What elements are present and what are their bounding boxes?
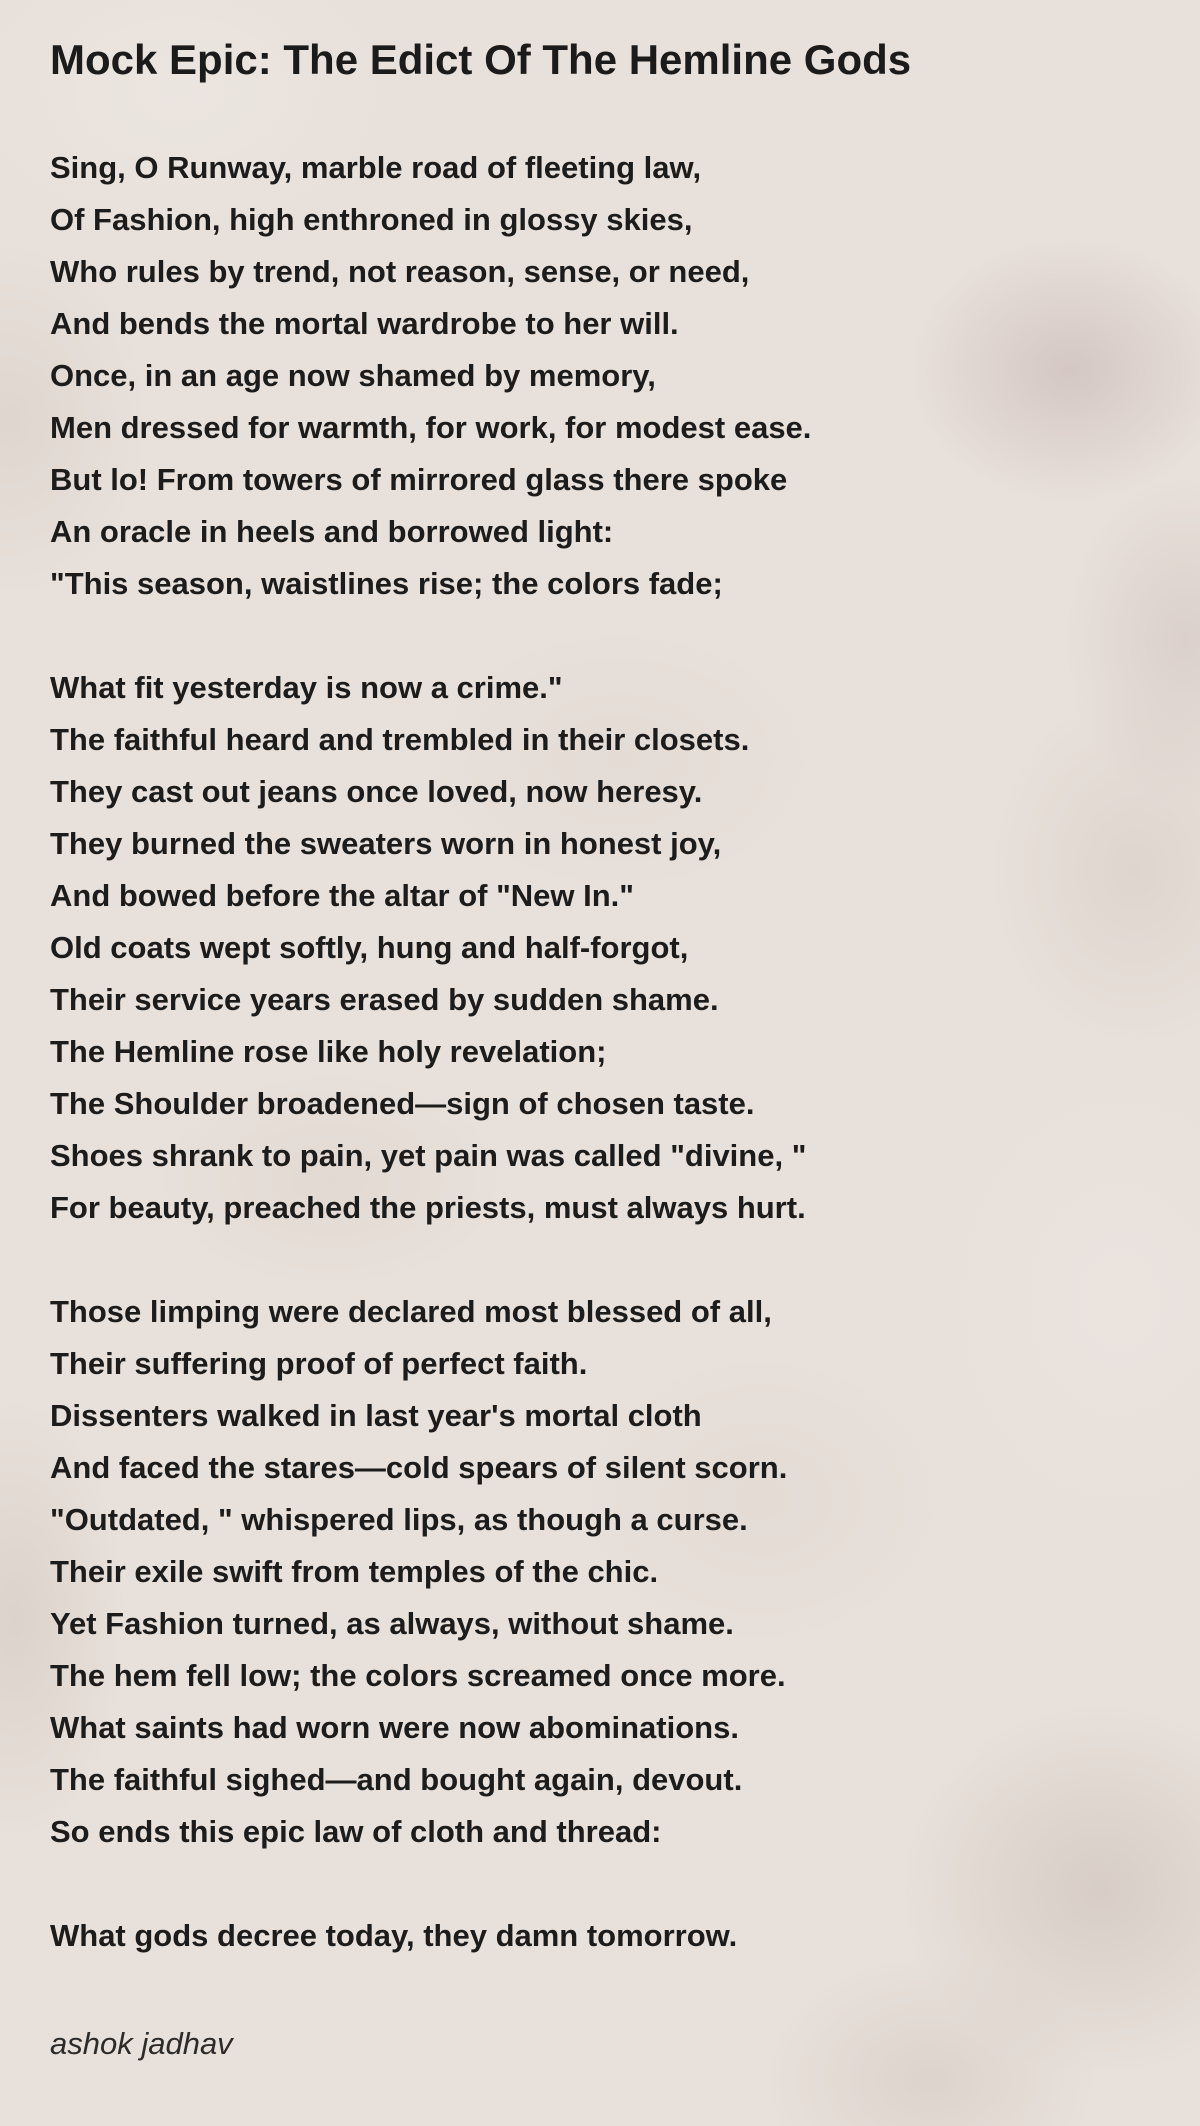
stanza-1 xyxy=(50,142,1160,610)
poem-line: Shoes shrank to pain, yet pain was called "divine, " xyxy=(50,1138,807,1173)
poem-line: What fit yesterday is now a crime." xyxy=(50,670,563,705)
poem-line: The faithful heard and trembled in their closets. xyxy=(50,722,750,757)
poem-title: Mock Epic: The Edict Of The Hemline Gods xyxy=(50,36,912,83)
poem-line: Sing, O Runway, marble road of fleeting law, xyxy=(50,150,702,185)
poem-line: "This season, waistlines rise; the colors fade; xyxy=(50,566,723,601)
poem-line: They burned the sweaters worn in honest joy, xyxy=(50,826,722,861)
poem-line: Their exile swift from temples of the chic. xyxy=(50,1554,659,1589)
poem-line: Once, in an age now shamed by memory, xyxy=(50,358,656,393)
poem-line: An oracle in heels and borrowed light: xyxy=(50,514,614,549)
poem-line: Who rules by trend, not reason, sense, or need, xyxy=(50,254,750,289)
poem-line: They cast out jeans once loved, now heresy. xyxy=(50,774,703,809)
poem-line: Their suffering proof of perfect faith. xyxy=(50,1346,588,1381)
poem-body xyxy=(50,142,1160,1962)
stanza-3 xyxy=(50,1286,1160,1858)
poem-line: Old coats wept softly, hung and half-forgot, xyxy=(50,930,689,965)
stanza-2 xyxy=(50,662,1160,1234)
poem-line: What gods decree today, they damn tomorrow. xyxy=(50,1918,738,1953)
poem-line: Those limping were declared most blessed of all, xyxy=(50,1294,772,1329)
poem-line: The Shoulder broadened—sign of chosen taste. xyxy=(50,1086,755,1121)
poem-line: What saints had worn were now abominations. xyxy=(50,1710,739,1745)
poem-line: But lo! From towers of mirrored glass there spoke xyxy=(50,462,788,497)
poem-line: Men dressed for warmth, for work, for modest ease. xyxy=(50,410,812,445)
poem-line: And bends the mortal wardrobe to her will. xyxy=(50,306,679,341)
poem-line: Dissenters walked in last year's mortal cloth xyxy=(50,1398,702,1433)
poem-line: And faced the stares—cold spears of silent scorn. xyxy=(50,1450,788,1485)
poem-line: The faithful sighed—and bought again, devout. xyxy=(50,1762,743,1797)
poem-line: The Hemline rose like holy revelation; xyxy=(50,1034,607,1069)
poem-author: ashok jadhav xyxy=(50,2026,233,2061)
poem-line: Their service years erased by sudden shame. xyxy=(50,982,719,1017)
poem-line: Yet Fashion turned, as always, without shame. xyxy=(50,1606,734,1641)
poem-line: For beauty, preached the priests, must always hurt. xyxy=(50,1190,806,1225)
poem-line: So ends this epic law of cloth and thread: xyxy=(50,1814,662,1849)
stanza-4 xyxy=(50,1910,1160,1962)
poem-line: The hem fell low; the colors screamed once more. xyxy=(50,1658,786,1693)
poem-line: Of Fashion, high enthroned in glossy skies, xyxy=(50,202,693,237)
poem-line: "Outdated, " whispered lips, as though a curse. xyxy=(50,1502,748,1537)
poem-line: And bowed before the altar of "New In." xyxy=(50,878,634,913)
